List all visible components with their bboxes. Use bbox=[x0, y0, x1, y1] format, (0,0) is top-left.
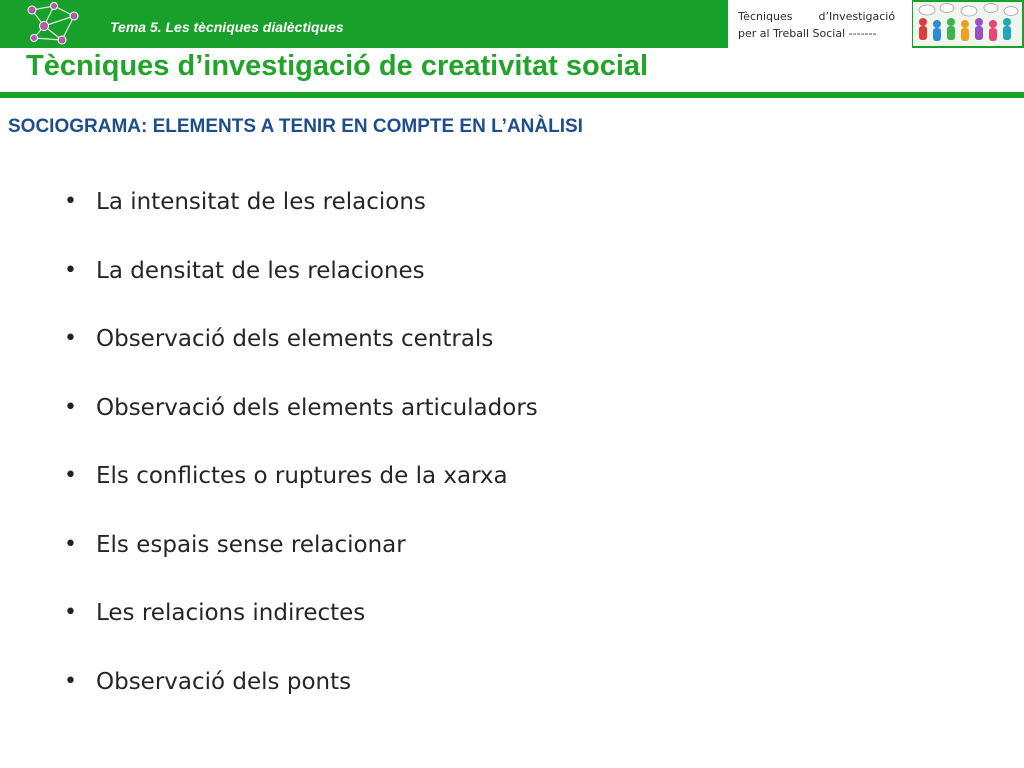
header-bar bbox=[0, 0, 1024, 48]
course-line-1 bbox=[738, 10, 895, 23]
bullet-item bbox=[64, 392, 538, 461]
bullet-item bbox=[64, 529, 538, 598]
course-word-1: Tècniques bbox=[738, 10, 793, 23]
bullet-marker: • bbox=[64, 668, 77, 694]
bullet-text: Els conflictes o ruptures de la xarxa bbox=[96, 463, 508, 489]
bullet-item bbox=[64, 460, 538, 529]
bullet-text: Observació dels ponts bbox=[96, 668, 352, 695]
bullet-list bbox=[64, 186, 538, 734]
course-word-2: d’Investigació bbox=[818, 10, 896, 23]
bullet-item bbox=[64, 186, 538, 255]
network-graph-icon bbox=[22, 2, 86, 46]
bullet-text: Observació dels elements centrals bbox=[96, 326, 494, 352]
bullet-item bbox=[64, 666, 538, 735]
course-line-2: per al Treball Social ------- bbox=[738, 27, 877, 40]
bullet-text: La densitat de les relaciones bbox=[96, 257, 425, 284]
bullet-marker: • bbox=[64, 257, 77, 283]
topic-label: Tema 5. Les tècniques dialèctiques bbox=[110, 19, 344, 35]
bullet-text: La intensitat de les relacions bbox=[96, 189, 426, 215]
bullet-item bbox=[64, 255, 538, 324]
bullet-marker: • bbox=[64, 189, 77, 214]
title-divider bbox=[0, 92, 1024, 98]
bullet-item bbox=[64, 323, 538, 392]
people-speech-bubbles-icon bbox=[913, 2, 1022, 46]
bullet-marker: • bbox=[64, 326, 77, 351]
bullet-text: Els espais sense relacionar bbox=[96, 531, 406, 558]
course-label bbox=[728, 0, 912, 48]
section-subtitle: SOCIOGRAMA: ELEMENTS A TENIR EN COMPTE EN L’ANÀLISI bbox=[8, 116, 583, 137]
bullet-text: Observació dels elements articuladors bbox=[96, 394, 538, 421]
bullet-marker: • bbox=[64, 531, 77, 557]
bullet-marker: • bbox=[64, 463, 77, 488]
bullet-marker: • bbox=[64, 600, 77, 625]
bullet-item bbox=[64, 597, 538, 666]
page-title: Tècniques d’investigació de creativitat social bbox=[26, 50, 649, 82]
bullet-text: Les relacions indirectes bbox=[96, 600, 366, 626]
bullet-marker: • bbox=[64, 394, 77, 420]
